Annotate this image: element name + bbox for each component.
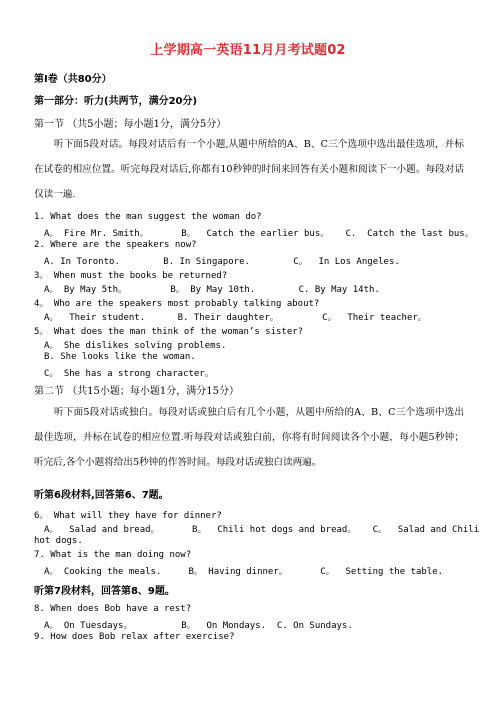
question-6-options-continued: hot dogs. (34, 536, 83, 546)
question-5: 5。 What does the man think of the woman’s sister? (34, 327, 304, 337)
question-5-option-a: A。 She dislikes solving problems. (44, 341, 227, 351)
question-4: 4。 Who are the speakers most probably talking about? (34, 299, 320, 309)
question-6-options: A。 Salad and bread。 B。 Chili hot dogs and bread。 C。 Salad and Chili (44, 525, 480, 535)
question-2: 2. Where are the speakers now? (34, 240, 197, 250)
question-7-options: A。 Cooking the meals. B。 Having dinner。 C。 Setting the table. (44, 567, 444, 577)
question-2-options: A. In Toronto. B. In Singapore. C。 In Los Angeles. (44, 257, 400, 267)
question-9: 9. How does Bob relax after exercise? (34, 632, 235, 642)
section1-instructions: 听下面5段对话。每段对话后有一个小题,从题中所给的A、B、C三个选项中选出最佳选项，并标在试卷的相应位置。听完每段对话后,你都有10秒钟的时间来回答有关小题和阅读下一小题。每段对话仅读一遍. (34, 139, 464, 200)
question-5-option-b: B. She looks like the woman. (44, 352, 196, 362)
exam-title: 上学期高一英语11月月考试题02 (150, 43, 346, 58)
question-4-options: A。 Their student. B. Their daughter。 C。 Their teacher。 (44, 313, 427, 323)
section2-instructions: 听下面5段对话或独白。每段对话或独白后有几个小题，从题中所给的A、B、C三个选项中选出最佳选项，并标在试卷的相应位置.听每段对话或独白前，你将有时间阅读各个小题，每小题5秒钟；听完后,各个小题将给出5秒钟的作答时间。每段对话或独白读两遍。 (34, 407, 464, 468)
question-1-options: A。 Fire Mr. Smith。 B。 Catch the earlier bus。 C. Catch the last bus。 (44, 229, 474, 239)
volume-heading: 第Ⅰ卷（共80分） (34, 74, 112, 85)
question-8: 8. When does Bob have a rest? (34, 604, 192, 614)
material-6-heading: 听第6段材料,回答第6、7题。 (34, 490, 169, 501)
section2-heading: 第二节 （共15小题；每小题1分，满分15分） (34, 386, 239, 397)
part1-heading: 第一部分：听力(共两节，满分20分) (34, 96, 198, 107)
section1-heading: 第一节 （共5小题；每小题1分，满分5分） (34, 119, 227, 130)
question-7: 7. What is the man doing now? (34, 550, 192, 560)
question-3: 3。 When must the books be returned? (34, 271, 228, 281)
question-5-option-c: C。 She has a strong character。 (44, 369, 214, 379)
question-3-options: A。 By May 5th。 B。 By May 10th. C. By May 14th. (44, 285, 380, 295)
question-1: 1. What does the man suggest the woman do? (34, 212, 262, 222)
question-6: 6。 What will they have for dinner? (34, 511, 222, 521)
question-8-options: A。 On Tuesdays。 B。 On Mondays. C. On Sundays. (44, 621, 353, 631)
material-7-heading: 听第7段材料，回答第8、9题。 (34, 586, 175, 597)
